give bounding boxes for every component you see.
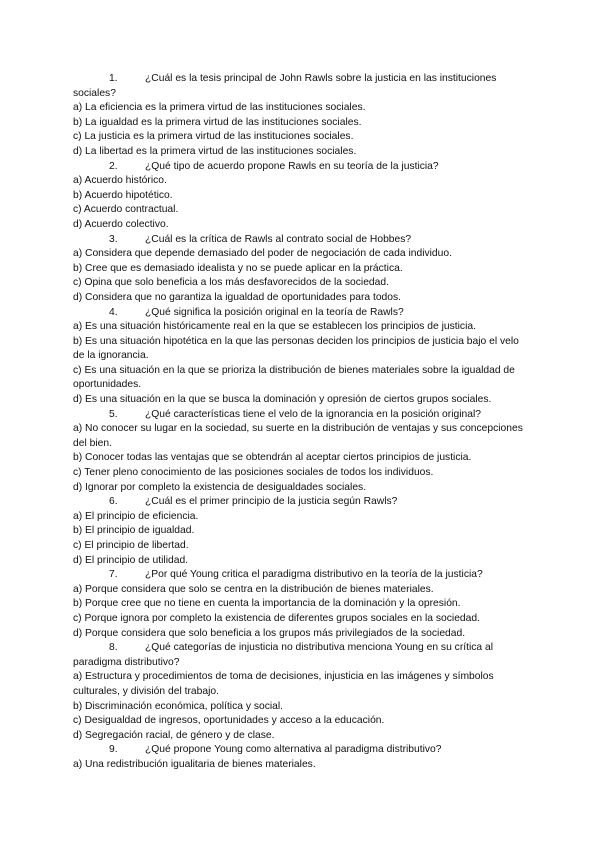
question-text-continued: paradigma distributivo? xyxy=(73,656,180,668)
answer-option: a) Acuerdo histórico. xyxy=(73,175,167,187)
answer-option: d) Ignorar por completo la existencia de desigualdades sociales. xyxy=(73,481,367,493)
answer-option: a) Considera que depende demasiado del poder de negociación de cada individuo. xyxy=(73,248,452,260)
answer-option: a) Una redistribución igualitaria de bienes materiales. xyxy=(73,758,316,770)
question-8 xyxy=(73,641,533,743)
question-number: 9. xyxy=(109,744,118,756)
question-text: ¿Qué significa la posición original en la teoría de Rawls? xyxy=(145,306,404,318)
answer-option: b) Conocer todas las ventajas que se obtendrán al aceptar ciertos principios de justicia. xyxy=(73,452,472,464)
answer-option: b) La igualdad es la primera virtud de las instituciones sociales. xyxy=(73,116,362,128)
answer-option: d) El principio de utilidad. xyxy=(73,554,189,566)
question-number: 1. xyxy=(109,73,118,84)
question-number: 7. xyxy=(109,569,118,581)
question-1 xyxy=(73,72,533,160)
answer-option: c) La justicia es la primera virtud de las instituciones sociales. xyxy=(73,131,354,143)
question-number: 8. xyxy=(109,642,118,654)
question-number: 3. xyxy=(109,233,118,245)
question-text: ¿Cuál es la tesis principal de John Rawls sobre la justicia en las instituciones xyxy=(145,73,497,84)
question-number: 6. xyxy=(109,496,118,508)
answer-option: c) Opina que solo beneficia a los más desfavorecidos de la sociedad. xyxy=(73,277,389,289)
question-9 xyxy=(73,743,533,772)
answer-option: d) Segregación racial, de género y de clase. xyxy=(73,729,275,741)
answer-option: c) Es una situación en la que se prioriza la distribución de bienes materiales sobre la igualdad de oportunidades. xyxy=(73,364,515,391)
question-4 xyxy=(73,306,533,408)
answer-option: a) La eficiencia es la primera virtud de las instituciones sociales. xyxy=(73,102,366,114)
answer-option: d) La libertad es la primera virtud de las instituciones sociales. xyxy=(73,145,357,157)
answer-option: c) Acuerdo contractual. xyxy=(73,204,179,216)
answer-option: b) Es una situación hipotética en la que las personas deciden los principios de justicia bajo el velo de la ignorancia. xyxy=(73,335,519,362)
question-3 xyxy=(73,233,533,306)
answer-option: b) Cree que es demasiado idealista y no se puede aplicar en la práctica. xyxy=(73,262,403,274)
question-7 xyxy=(73,568,533,641)
question-text: ¿Qué propone Young como alternativa al paradigma distributivo? xyxy=(145,744,442,756)
answer-option: a) Es una situación históricamente real en la que se establecen los principios de justicia. xyxy=(73,321,476,333)
question-text: ¿Cuál es la crítica de Rawls al contrato social de Hobbes? xyxy=(145,233,412,245)
answer-option: a) El principio de eficiencia. xyxy=(73,510,199,522)
answer-option: c) Desigualdad de ingresos, oportunidades y acceso a la educación. xyxy=(73,715,385,727)
question-text: ¿Por qué Young critica el paradigma distributivo en la teoría de la justicia? xyxy=(145,569,483,581)
question-number: 5. xyxy=(109,408,118,420)
question-text: ¿Qué categorías de injusticia no distributiva menciona Young en su crítica al xyxy=(145,642,494,654)
question-text: ¿Qué características tiene el velo de la ignorancia en la posición original? xyxy=(145,408,481,420)
question-text: ¿Cuál es el primer principio de la justicia según Rawls? xyxy=(145,496,398,508)
answer-option: b) Acuerdo hipotético. xyxy=(73,189,173,201)
answer-option: c) El principio de libertad. xyxy=(73,540,189,551)
question-2 xyxy=(73,160,533,233)
answer-option: d) Acuerdo colectivo. xyxy=(73,218,169,230)
question-text-continued: sociales? xyxy=(73,87,116,99)
answer-option: d) Es una situación en la que se busca la dominación y opresión de ciertos grupos sociales. xyxy=(73,394,492,406)
question-list xyxy=(73,72,533,773)
answer-option: c) Porque ignora por completo la existencia de diferentes grupos sociales en la sociedad. xyxy=(73,612,480,624)
question-number: 2. xyxy=(109,160,118,172)
answer-option: c) Tener pleno conocimiento de las posiciones sociales de todos los individuos. xyxy=(73,467,434,479)
answer-option: b) Discriminación económica, política y social. xyxy=(73,700,284,712)
question-number: 4. xyxy=(109,306,118,318)
answer-option: b) El principio de igualdad. xyxy=(73,525,195,537)
answer-option: a) No conocer su lugar en la sociedad, su suerte en la distribución de ventajas y sus concepciones del bien. xyxy=(73,423,523,449)
answer-option: a) Estructura y procedimientos de toma de decisiones, injusticia en las imágenes y símbolos culturales, y división del trabajo. xyxy=(73,671,494,697)
answer-option: a) Porque considera que solo se centra en la distribución de bienes materiales. xyxy=(73,583,434,595)
answer-option: d) Considera que no garantiza la igualdad de oportunidades para todos. xyxy=(73,291,402,303)
answer-option: d) Porque considera que solo beneficia a los grupos más privilegiados de la sociedad. xyxy=(73,627,466,639)
question-5 xyxy=(73,408,533,496)
answer-option: b) Porque cree que no tiene en cuenta la importancia de la dominación y la opresión. xyxy=(73,598,461,610)
question-text: ¿Qué tipo de acuerdo propone Rawls en su teoría de la justicia? xyxy=(145,160,439,172)
question-6 xyxy=(73,495,533,568)
